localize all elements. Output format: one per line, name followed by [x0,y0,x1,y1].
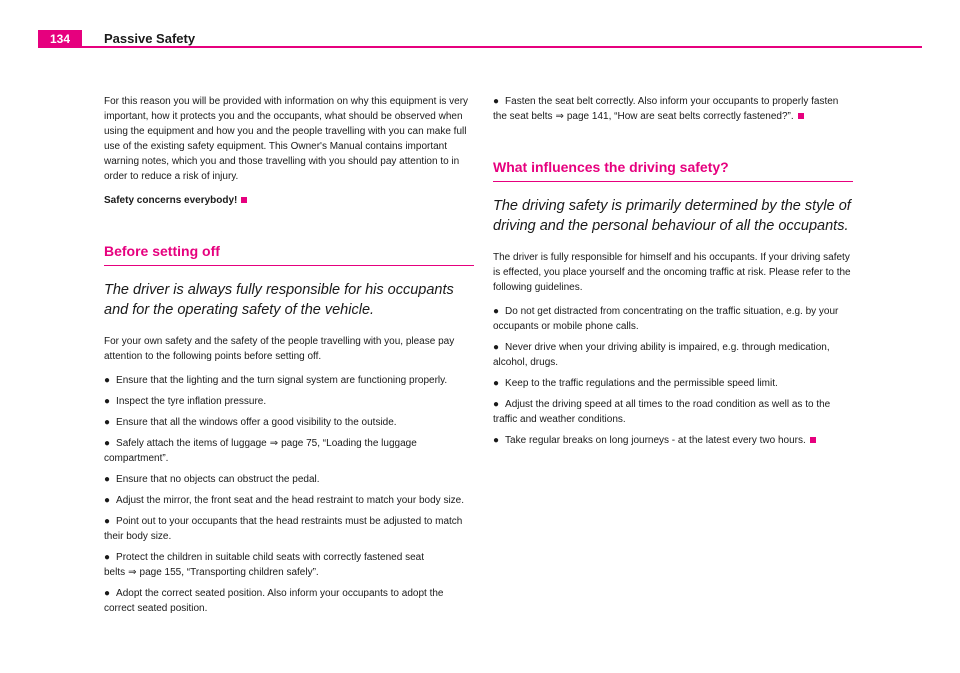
list-item: ● Protect the children in suitable child seats with correctly fastened seat belts ⇒ page 155, “Transporting children safely”. [104,552,424,578]
section-heading-driving-safety: What influences the driving safety? [493,160,853,182]
section-body: The driver is fully responsible for himself and his occupants. If your driving safety is effected, you place yourself and the oncoming traffic at risk. Please refer to the following guidelines. [493,252,851,293]
section-body: For your own safety and the safety of the people travelling with you, please pay attention to the following points before setting off. [104,336,455,362]
list-item: ● Take regular breaks on long journeys - at the latest every two hours. [493,433,853,448]
bullet-icon: ● [493,96,500,107]
header-title: Passive Safety [104,31,196,46]
bullet-list [104,373,474,616]
page-reference-link[interactable]: page 155, “Transporting children safely”. [139,567,319,578]
header-rule [82,46,922,48]
section-lead: The driver is always fully responsible for his occupants and for the operating safety of the vehicle. [104,282,454,318]
list-item: ● Adjust the driving speed at all times to the road condition as well as to the traffic and weather conditions. [493,399,831,425]
page-reference-link[interactable]: page 141, “How are seat belts correctly fastened?”. [566,111,794,122]
arrow-icon: ⇒ [269,438,279,449]
left-column [104,94,474,622]
list-item: ● Adopt the correct seated position. Also inform your occupants to adopt the correct seated position. [104,588,444,614]
bullet-icon: ● [493,342,500,353]
bullet-list [493,94,853,124]
bullet-icon: ● [104,438,111,449]
end-marker-icon [810,437,816,443]
arrow-icon: ⇒ [555,111,564,122]
arrow-icon: ⇒ [128,567,137,578]
page-number: 134 [38,30,82,48]
list-item: ● Never drive when your driving ability is impaired, e.g. through medication, alcohol, drugs. [493,342,830,368]
right-column [493,94,853,454]
list-item: ● Inspect the tyre inflation pressure. [104,396,267,407]
list-item: ● Do not get distracted from concentrating on the traffic situation, e.g. by your occupants or mobile phone calls. [493,306,839,332]
bullet-icon: ● [104,552,111,563]
bullet-icon: ● [104,474,111,485]
bullet-icon: ● [104,417,111,428]
bullet-icon: ● [493,435,500,446]
bullet-icon: ● [104,588,111,599]
list-item: ● Ensure that the lighting and the turn signal system are functioning properly. [104,375,448,386]
bullet-icon: ● [493,306,500,317]
bullet-list [493,304,853,448]
bullet-icon: ● [104,396,111,407]
intro-paragraph: For this reason you will be provided with information on why this equipment is very important, how it protects you and the occupants, what should be observed when using the equipment and how you and the people travelling with you can make full use of the existing safety equipment. This Owner's Manual contains important warning notes, which you and those travelling with you should pay attention to in order to reduce a risk of injury. [104,96,469,182]
bullet-icon: ● [104,375,111,386]
list-item: ● Keep to the traffic regulations and the permissible speed limit. [493,378,778,389]
list-item: ● Adjust the mirror, the front seat and the head restraint to match your body size. [104,495,465,506]
list-item: ● Ensure that no objects can obstruct the pedal. [104,474,320,485]
end-marker-icon [798,113,804,119]
list-item: ● Fasten the seat belt correctly. Also inform your occupants to properly fasten the seat belts ⇒ page 141, “How are seat belts correctly fastened?”. [493,96,839,122]
safety-note [104,193,474,208]
list-item: ● Safely attach the items of luggage ⇒ page 75, “Loading the luggage compartment”. [104,438,417,464]
end-marker-icon [241,197,247,203]
bullet-icon: ● [493,399,500,410]
list-item: ● Point out to your occupants that the head restraints must be adjusted to match their body size. [104,516,463,542]
bullet-icon: ● [104,495,111,506]
safety-note-text: Safety concerns everybody! [104,195,238,206]
page-reference-link[interactable]: page 75, “Loading the luggage compartment”. [104,438,417,464]
section-heading-before-setting-off: Before setting off [104,244,474,266]
bullet-icon: ● [493,378,500,389]
list-item: ● Ensure that all the windows offer a good visibility to the outside. [104,417,397,428]
section-lead: The driving safety is primarily determined by the style of driving and the personal behaviour of all the occupants. [493,198,851,234]
bullet-icon: ● [104,516,111,527]
